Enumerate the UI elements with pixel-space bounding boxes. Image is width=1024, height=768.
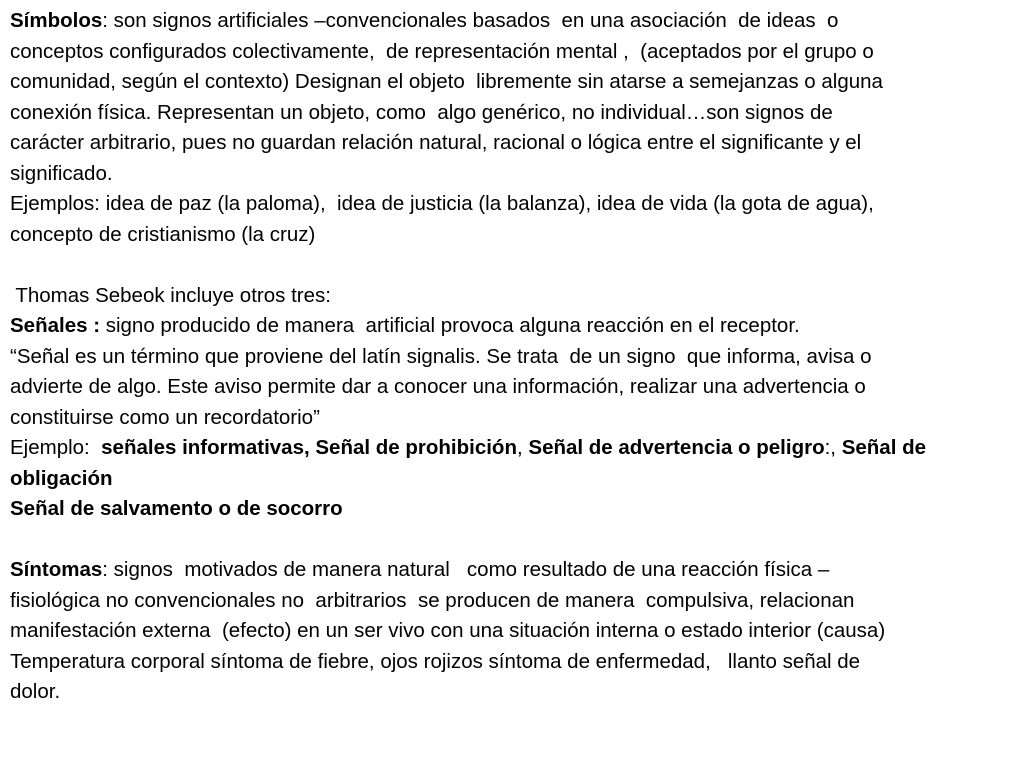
signals-term: Señales :: [10, 314, 101, 337]
signals-example-informative-prohibition: señales informativas, Señal de prohibición: [101, 436, 517, 459]
symptoms-line-5: dolor.: [10, 680, 61, 703]
symptoms-line-2: fisiológica no convencionales no arbitrarios se producen de manera compulsiva, relacionan: [10, 588, 855, 612]
symbols-examples-line-2: concepto de cristianismo (la cruz): [10, 222, 316, 246]
signals-example-obligation-end: obligación: [10, 466, 113, 490]
symptoms-line-4: Temperatura corporal síntoma de fiebre, ojos rojizos síntoma de enfermedad, llanto señal de: [10, 649, 861, 673]
signals-example-obligation-start: Señal de: [841, 436, 927, 459]
signals-examples-line-1: [10, 433, 1018, 464]
signals-example-rescue: Señal de salvamento o de socorro: [10, 497, 343, 520]
symbols-line-6: significado.: [10, 161, 113, 185]
blank-line: [10, 525, 1018, 556]
signals-quote-line-3: constituirse como un recordatorio”: [10, 405, 320, 429]
blank-line: [10, 250, 1018, 281]
signals-example-separator-1: ,: [516, 436, 529, 459]
signals-example-separator-2: :,: [824, 436, 842, 459]
symptoms-line-1: [10, 555, 1018, 586]
symbols-line-4: conexión física. Representan un objeto, como algo genérico, no individual…son signos de: [10, 100, 833, 124]
symbols-definition-start: : son signos artificiales –convencionales basados en una asociación de ideas o: [102, 9, 839, 32]
symptoms-line-3: manifestación externa (efecto) en un ser vivo con una situación interna o estado interior (causa): [10, 619, 886, 642]
signals-definition: signo producido de manera artificial provoca alguna reacción en el receptor.: [100, 314, 800, 337]
signals-quote-line-2: advierte de algo. Este aviso permite dar a conocer una información, realizar una advertencia o: [10, 375, 866, 398]
slide-text-body: [10, 6, 1018, 708]
signals-line-1: [10, 311, 1018, 342]
symbols-examples-line-1: Ejemplos: idea de paz (la paloma), idea de justicia (la balanza), idea de vida (la gota de agua),: [10, 192, 874, 215]
symbols-line-3: comunidad, según el contexto) Designan el objeto libremente sin atarse a semejanzas o alguna: [10, 70, 883, 93]
symbols-line-1: [10, 6, 1018, 37]
symptoms-term: Síntomas: [10, 558, 103, 581]
symbols-line-2: conceptos configurados colectivamente, de representación mental , (aceptados por el grupo o: [10, 39, 874, 63]
symptoms-definition-start: : signos motivados de manera natural como resultado de una reacción física –: [102, 558, 830, 581]
sebeok-intro: Thomas Sebeok incluye otros tres:: [10, 283, 331, 307]
signals-example-prefix: Ejemplo:: [10, 436, 102, 459]
symbols-term: Símbolos: [10, 9, 103, 32]
signals-quote-line-1: “Señal es un término que proviene del latín signalis. Se trata de un signo que informa, avisa o: [10, 344, 872, 368]
signals-example-warning: Señal de advertencia o peligro: [528, 436, 825, 459]
symbols-line-5: carácter arbitrario, pues no guardan relación natural, racional o lógica entre el significante y el: [10, 131, 862, 154]
